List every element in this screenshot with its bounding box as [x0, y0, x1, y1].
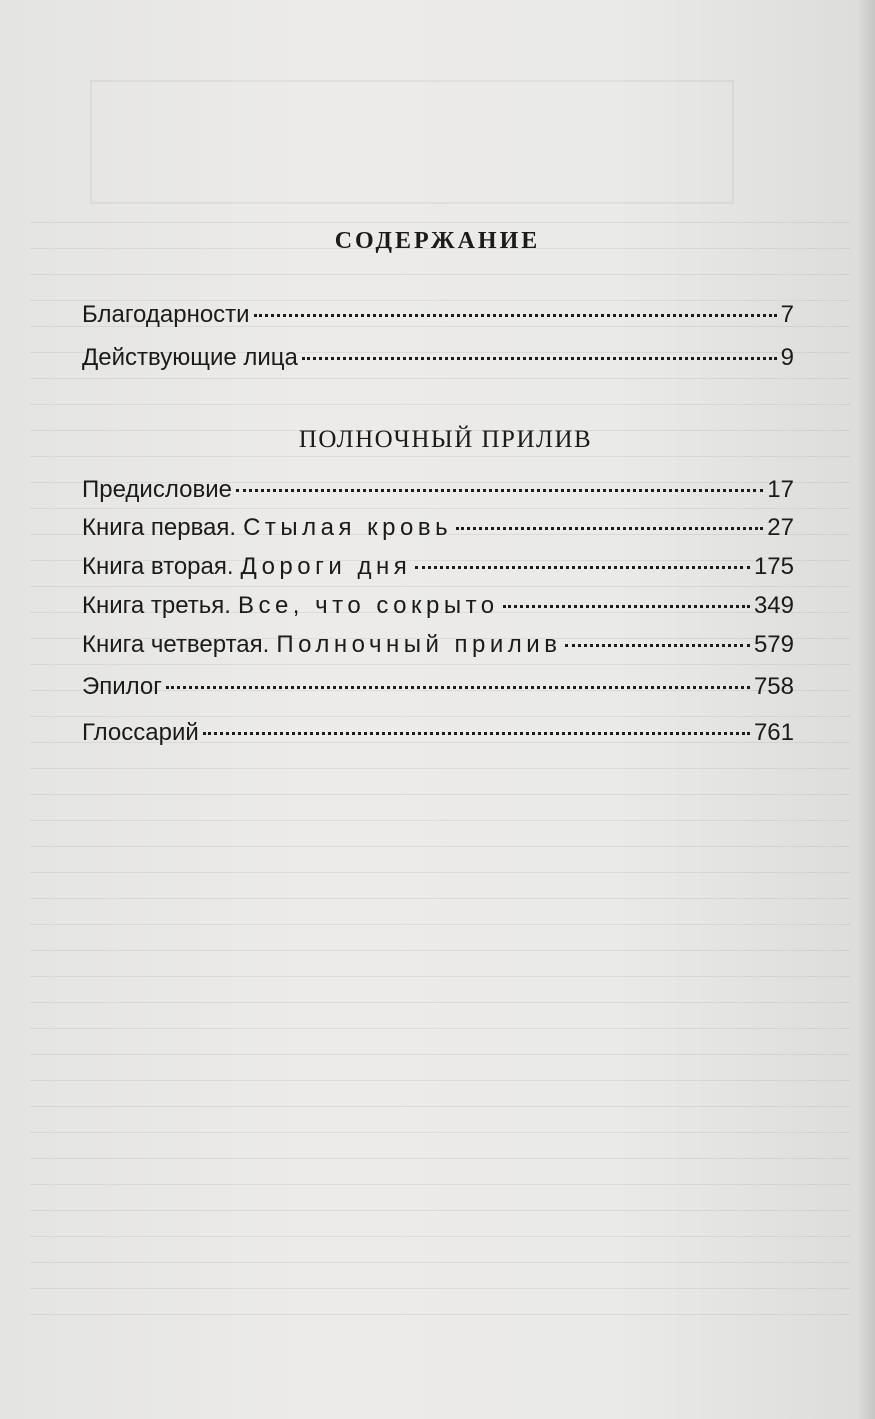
toc-entry-subtitle: Полночный прилив: [276, 631, 562, 658]
toc-entry-label: Глоссарий: [82, 719, 199, 746]
toc-entry[interactable]: [82, 591, 794, 621]
contents-title: СОДЕРЖАНИЕ: [334, 228, 541, 254]
toc-entry-page: 349: [753, 592, 794, 619]
dot-leader: [302, 357, 777, 360]
toc-entry[interactable]: [82, 672, 794, 702]
dot-leader: [415, 566, 750, 569]
toc-entry-page: 7: [780, 301, 794, 328]
toc-entry[interactable]: [82, 552, 794, 582]
toc-entry[interactable]: [82, 475, 794, 505]
dot-leader: [503, 605, 750, 608]
toc-entry-page: 27: [767, 514, 794, 541]
toc-entry[interactable]: [82, 718, 794, 748]
dot-leader: [166, 686, 750, 689]
toc-entry-subtitle: Дороги дня: [240, 553, 412, 580]
toc-entry-page: 758: [753, 673, 794, 700]
toc-entry-subtitle: Стылая кровь: [243, 514, 453, 541]
toc-entry-subtitle: Все, что сокрыто: [237, 592, 499, 619]
toc-entry-label: Книга вторая.: [82, 553, 234, 580]
toc-entry-label: Предисловие: [82, 476, 232, 503]
dot-leader: [254, 314, 777, 317]
toc-entry-label: Благодарности: [82, 301, 250, 328]
toc-entry-label: Книга третья.: [82, 592, 231, 619]
toc-entry-label: Книга четвертая.: [82, 631, 270, 658]
toc-entry-page: 9: [780, 344, 794, 371]
toc-entry[interactable]: [82, 513, 794, 543]
section-title: ПОЛНОЧНЫЙ ПРИЛИВ: [298, 426, 593, 453]
toc-entry-label: Книга первая.: [82, 514, 237, 541]
page-edge-shadow: [857, 0, 875, 1419]
dot-leader: [203, 732, 750, 735]
dot-leader: [456, 527, 763, 530]
toc-entry[interactable]: [82, 630, 794, 660]
toc-entry-label: Действующие лица: [82, 344, 298, 371]
dot-leader: [565, 644, 750, 647]
toc-entry-label: Эпилог: [82, 673, 163, 700]
toc-entry[interactable]: [82, 300, 794, 330]
toc-entry-page: 579: [753, 631, 794, 658]
dot-leader: [236, 489, 763, 492]
toc-entry-page: 175: [753, 553, 794, 580]
show-through-frame: [90, 80, 734, 204]
toc-entry[interactable]: [82, 343, 794, 373]
toc-entry-page: 761: [753, 719, 794, 746]
toc-entry-page: 17: [767, 476, 794, 503]
